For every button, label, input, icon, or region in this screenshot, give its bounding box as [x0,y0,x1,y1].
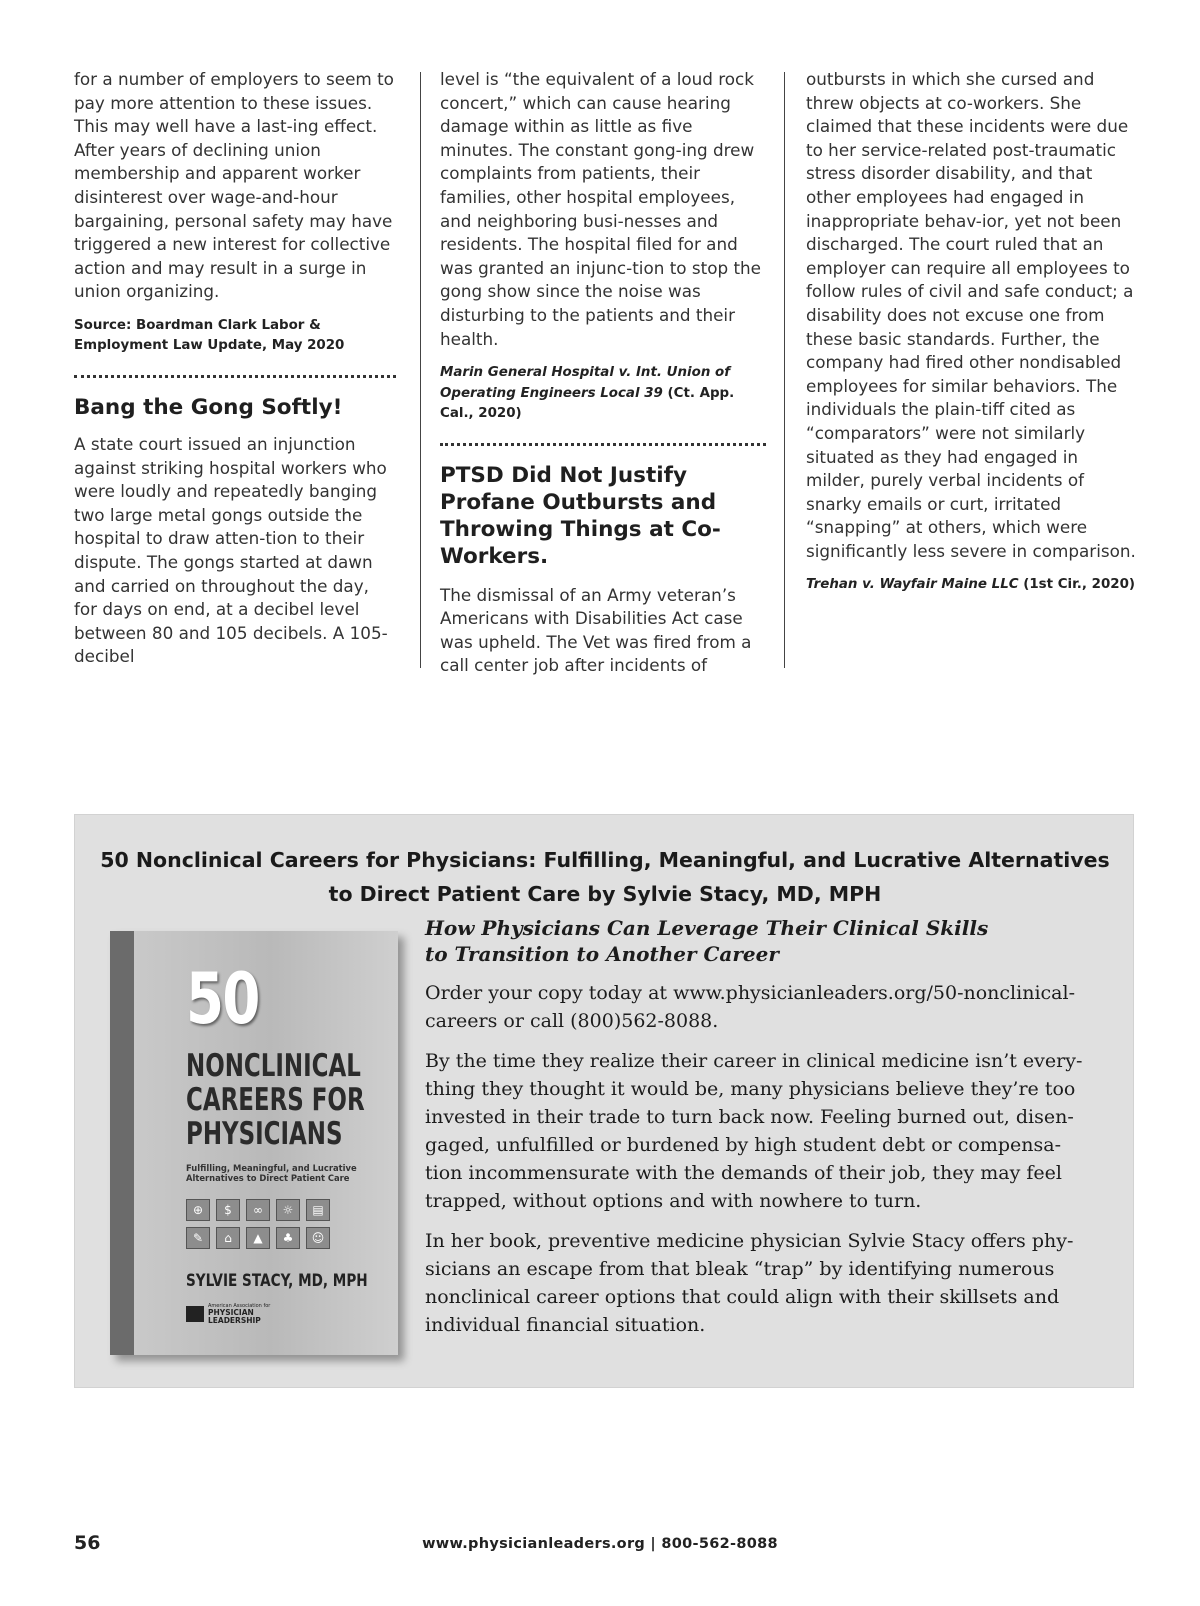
footer-contact: www.physicianleaders.org | 800-562-8088 [422,1536,778,1552]
people-icon: ☺ [306,1227,330,1249]
case-court: (1st Cir., 2020) [1018,577,1136,593]
promo-paragraph: By the time they realize their career in clinical medicine isn’t every-thing they thought it would be, many physicians believe they’re too invested in their trade to turn back now. Feeling burned out, disen-gaged, unfulfilled or burdened by high student debt or compensa-tion incommensurate with the demands of their job, they may feel trapped, without options and with nowhere to turn. [425,1050,1083,1212]
courthouse-icon: ⌂ [216,1227,240,1249]
publisher-logo [186,1303,270,1324]
article-text: for a number of employers to seem to pay more attention to these issues. This may well have a last-ing effect. After years of declining union membership and apparent worker disinterest over wage-and-hour bargaining, personal safety may have triggered a new interest for collective action and may result in a surge in union organizing. [74,69,394,302]
promo-subtitle [425,915,1085,967]
lightbulb-icon: ☼ [276,1199,300,1221]
column-divider [420,72,421,668]
logo-words [208,1303,270,1324]
dotted-divider [440,443,766,446]
chart-icon: ∞ [246,1199,270,1221]
cover-subtitle: Fulfilling, Meaningful, and Lucrative Alternatives to Direct Patient Care [186,1163,357,1183]
article-text: level is “the equivalent of a loud rock concert,” which can cause hearing damage within as little as five minutes. The constant gong-ing drew complaints from patients, their families, other hospital employees, and neighboring busi-nesses and residents. The hospital filed for and was granted an injunc-tion to stop the gong show since the noise was disturbing to the patients and their health. [440,69,761,349]
article-heading: PTSD Did Not Justify Profane Outbursts and Throwing Things at Co-Workers. [440,462,721,569]
page-number: 56 [74,1532,101,1554]
plant-icon: ♣ [276,1227,300,1249]
article-text: A state court issued an injunction against striking hospital workers who were loudly and repeatedly banging two large metal gongs outside the hospital to draw atten-tion to their dispute. The gongs started at dawn and carried on throughout the day, for days on end, at a decibel level between 80 and 105 decibels. A 105-decibel [74,433,388,667]
pen-icon: ✎ [186,1227,210,1249]
case-name: Trehan v. Wayfair Maine LLC [806,577,1019,593]
promo-paragraph: In her book, preventive medicine physician Sylvie Stacy offers phy-sicians an escape from that bleak “trap” by identifying numerous nonclinical career options that could align with their skillsets and individual financial situation. [425,1230,1074,1336]
money-icon: $ [216,1199,240,1221]
book-cover [110,931,398,1355]
case-name: Marin General Hospital v. Int. Union of Operating Engineers Local 39 [440,365,731,401]
promo-subtitle-line: How Physicians Can Leverage Their Clinical Skills [425,916,989,940]
logo-small-text: American Association for [208,1303,271,1309]
promo-title-line: to Direct Patient Care by Sylvie Stacy, MD, MPH [328,882,882,906]
column-2 [440,68,766,676]
article-text: outbursts in which she cursed and threw objects at co-workers. She claimed that these incidents were due to her service-related post-traumatic stress disorder disability, and that other employees had engaged in inappropriate behav-ior, yet not been discharged. The court ruled that an employer can require all employees to follow rules of civil and safe conduct; a disability does not excuse one from these basic standards. Further, the company had fired other nondisabled employees for similar behaviors. The individuals the plain-tiff cited as “comparators” were not similarly situated as they had engaged in milder, purely verbal incidents of snarky emails or curt, irritated “snapping” at others, which were significantly less severe in comparison. [806,69,1136,561]
logo-line: LEADERSHIP [208,1315,261,1325]
graduation-cap-icon: ▲ [246,1227,270,1249]
case-citation [806,575,1136,596]
promo-title-line: 50 Nonclinical Careers for Physicians: Fulfilling, Meaningful, and Lucrative Alternatives [100,848,1110,872]
cover-title-line: NONCLINICAL [186,1048,361,1084]
cover-title-line: PHYSICIANS [186,1116,343,1152]
cover-number: 50 [186,958,259,1040]
promo-subtitle-line: to Transition to Another Career [425,942,779,966]
logo-mark-icon [186,1306,204,1322]
article-columns [74,68,1136,676]
cover-title [186,1048,365,1152]
stethoscope-icon: ⊕ [186,1199,210,1221]
article-text: The dismissal of an Army veteran’s Americans with Disabilities Act case was upheld. The Vet was fired from a call center job after incidents of [440,584,752,676]
article-heading: Bang the Gong Softly! [74,394,343,420]
source-citation: Source: Boardman Clark Labor & Employment Law Update, May 2020 [74,317,345,354]
column-3 [806,68,1136,668]
case-court: (Ct. App. Cal., 2020) [440,385,735,422]
cover-title-line: CAREERS FOR [186,1082,365,1118]
cover-icon-grid [186,1199,336,1255]
logo-line: PHYSICIAN [208,1308,254,1317]
column-divider [784,72,785,668]
order-info: Order your copy today at www.physicianleaders.org/50-nonclinical-careers or call (800)562-8088. [425,982,1075,1032]
promo-description [425,915,1085,1351]
promo-title [75,843,1135,911]
briefcase-icon: ▤ [306,1199,330,1221]
book-promo-box [74,814,1134,1388]
column-1 [74,68,396,668]
dotted-divider [74,375,396,378]
cover-author: SYLVIE STACY, MD, MPH [186,1271,368,1291]
case-citation [440,363,766,425]
